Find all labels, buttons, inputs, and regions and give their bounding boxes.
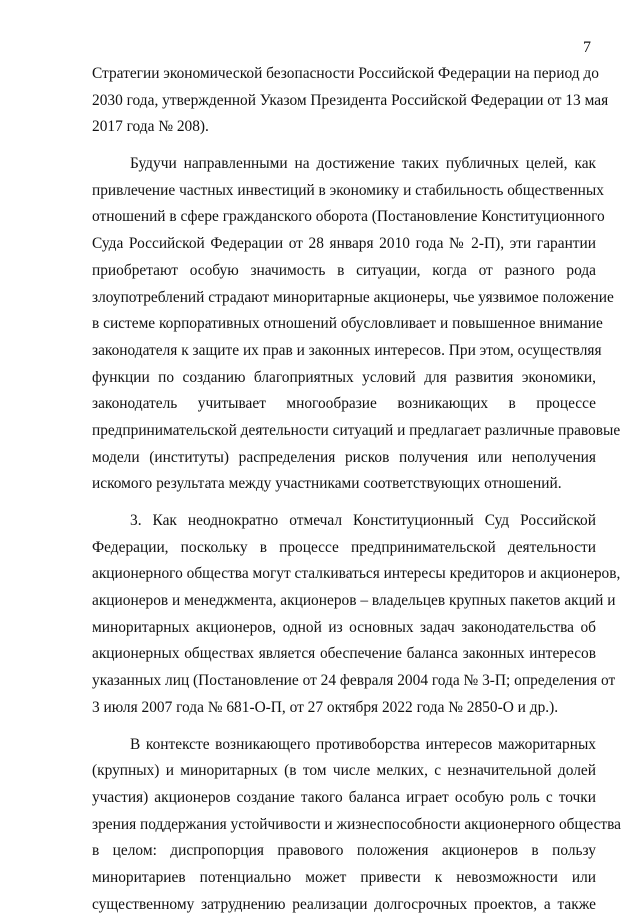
text-line: модели (институты) распределения рисков получения или неполучения [92, 445, 596, 472]
text-line: 2030 года, утвержденной Указом Президента Российской Федерации от 13 мая [92, 88, 596, 115]
text-line: (крупных) и миноритарных (в том числе мелких, с незначительной долей [92, 758, 596, 785]
text-line: приобретают особую значимость в ситуации, когда от разного рода [92, 258, 596, 285]
paragraph [92, 732, 596, 918]
text-line: злоупотреблений страдают миноритарные акционеры, чье уязвимое положение [92, 285, 596, 312]
page-number: 7 [583, 38, 591, 58]
text-line: 3 июля 2007 года № 681-О-П, от 27 октября 2022 года № 2850-О и др.). [92, 695, 596, 722]
text-line: законодателя к защите их прав и законных интересов. При этом, осуществляя [92, 338, 596, 365]
text-line: миноритарных акционеров, одной из основных задач законодательства об [92, 615, 596, 642]
text-line: Стратегии экономической безопасности Российской Федерации на период до [92, 61, 596, 88]
text-line: в системе корпоративных отношений обусловливает и повышенное внимание [92, 311, 596, 338]
text-line: Федерации, поскольку в процессе предпринимательской деятельности [92, 535, 596, 562]
text-line: акционерного общества могут сталкиваться интересы кредиторов и акционеров, [92, 561, 596, 588]
text-line: указанных лиц (Постановление от 24 февраля 2004 года № 3-П; определения от [92, 668, 596, 695]
text-line: искомого результата между участниками соответствующих отношений. [92, 471, 596, 498]
text-line: участия) акционеров создание такого баланса играет особую роль с точки [92, 785, 596, 812]
text-line: предпринимательской деятельности ситуаций и предлагает различные правовые [92, 418, 596, 445]
text-line: Суда Российской Федерации от 28 января 2010 года № 2-П), эти гарантии [92, 231, 596, 258]
paragraph [92, 508, 596, 722]
paragraph [92, 151, 596, 498]
text-line: 2017 года № 208). [92, 114, 596, 141]
text-line: 3. Как неоднократно отмечал Конституционный Суд Российской [92, 508, 596, 535]
text-line: функции по созданию благоприятных условий для развития экономики, [92, 365, 596, 392]
text-line: в целом: диспропорция правового положения акционеров в пользу [92, 838, 596, 865]
paragraph [92, 61, 596, 141]
text-line: существенному затруднению реализации долгосрочных проектов, а также [92, 892, 596, 918]
text-line: отношений в сфере гражданского оборота (Постановление Конституционного [92, 204, 596, 231]
text-line: миноритариев потенциально может привести к невозможности или [92, 865, 596, 892]
text-line: зрения поддержания устойчивости и жизнеспособности акционерного общества [92, 812, 596, 839]
text-line: акционеров и менеджмента, акционеров – владельцев крупных пакетов акций и [92, 588, 596, 615]
text-line: акционерных обществах является обеспечение баланса законных интересов [92, 641, 596, 668]
text-line: Будучи направленными на достижение таких публичных целей, как [92, 151, 596, 178]
text-line: привлечение частных инвестиций в экономику и стабильность общественных [92, 178, 596, 205]
document-body [92, 61, 596, 918]
text-line: В контексте возникающего противоборства интересов мажоритарных [92, 732, 596, 759]
text-line: законодатель учитывает многообразие возникающих в процессе [92, 391, 596, 418]
